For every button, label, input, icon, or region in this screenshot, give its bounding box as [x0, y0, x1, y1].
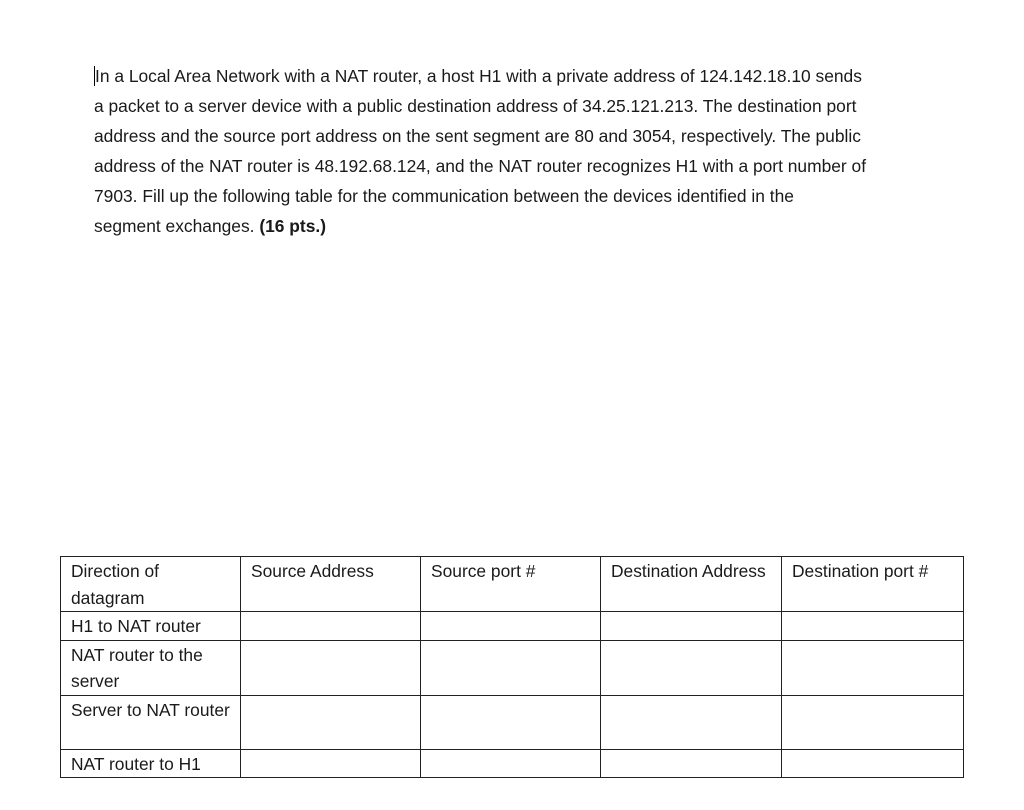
header-destination-port: Destination port #: [782, 557, 964, 612]
question-paragraph: [94, 61, 974, 241]
source-address-cell[interactable]: [241, 695, 421, 749]
row-direction: H1 to NAT router: [61, 612, 241, 641]
table-row: [61, 749, 964, 778]
destination-port-cell[interactable]: [782, 640, 964, 695]
destination-address-cell[interactable]: [601, 612, 782, 641]
question-line-3: address and the source port address on the sent segment are 80 and 3054, respectively. The public: [94, 126, 861, 146]
header-destination-address: Destination Address: [601, 557, 782, 612]
question-line-6: segment exchanges.: [94, 216, 260, 236]
row-direction: NAT router to H1: [61, 749, 241, 778]
header-direction: Direction of datagram: [61, 557, 241, 612]
source-address-cell[interactable]: [241, 612, 421, 641]
destination-port-cell[interactable]: [782, 612, 964, 641]
question-line-1: In a Local Area Network with a NAT router, a host H1 with a private address of 124.142.18.10 sends: [95, 66, 862, 86]
row-direction: NAT router to the server: [61, 640, 241, 695]
source-address-cell[interactable]: [241, 640, 421, 695]
source-port-cell[interactable]: [421, 640, 601, 695]
destination-port-cell[interactable]: [782, 749, 964, 778]
destination-address-cell[interactable]: [601, 749, 782, 778]
question-line-2: a packet to a server device with a public destination address of 34.25.121.213. The destination port: [94, 96, 857, 116]
source-address-cell[interactable]: [241, 749, 421, 778]
table-row: [61, 695, 964, 749]
header-source-address: Source Address: [241, 557, 421, 612]
table-header-row: [61, 557, 964, 612]
source-port-cell[interactable]: [421, 695, 601, 749]
destination-address-cell[interactable]: [601, 695, 782, 749]
source-port-cell[interactable]: [421, 612, 601, 641]
question-text: [94, 61, 974, 241]
points-value: (16 pts.): [259, 216, 327, 236]
table-row: [61, 612, 964, 641]
row-direction: Server to NAT router: [61, 695, 241, 749]
question-line-4: address of the NAT router is 48.192.68.124, and the NAT router recognizes H1 with a port number of: [94, 156, 867, 176]
source-port-cell[interactable]: [421, 749, 601, 778]
answer-table: [60, 556, 964, 778]
header-source-port: Source port #: [421, 557, 601, 612]
destination-address-cell[interactable]: [601, 640, 782, 695]
table-row: [61, 640, 964, 695]
question-line-5: 7903. Fill up the following table for the communication between the devices identified in the: [94, 186, 794, 206]
destination-port-cell[interactable]: [782, 695, 964, 749]
